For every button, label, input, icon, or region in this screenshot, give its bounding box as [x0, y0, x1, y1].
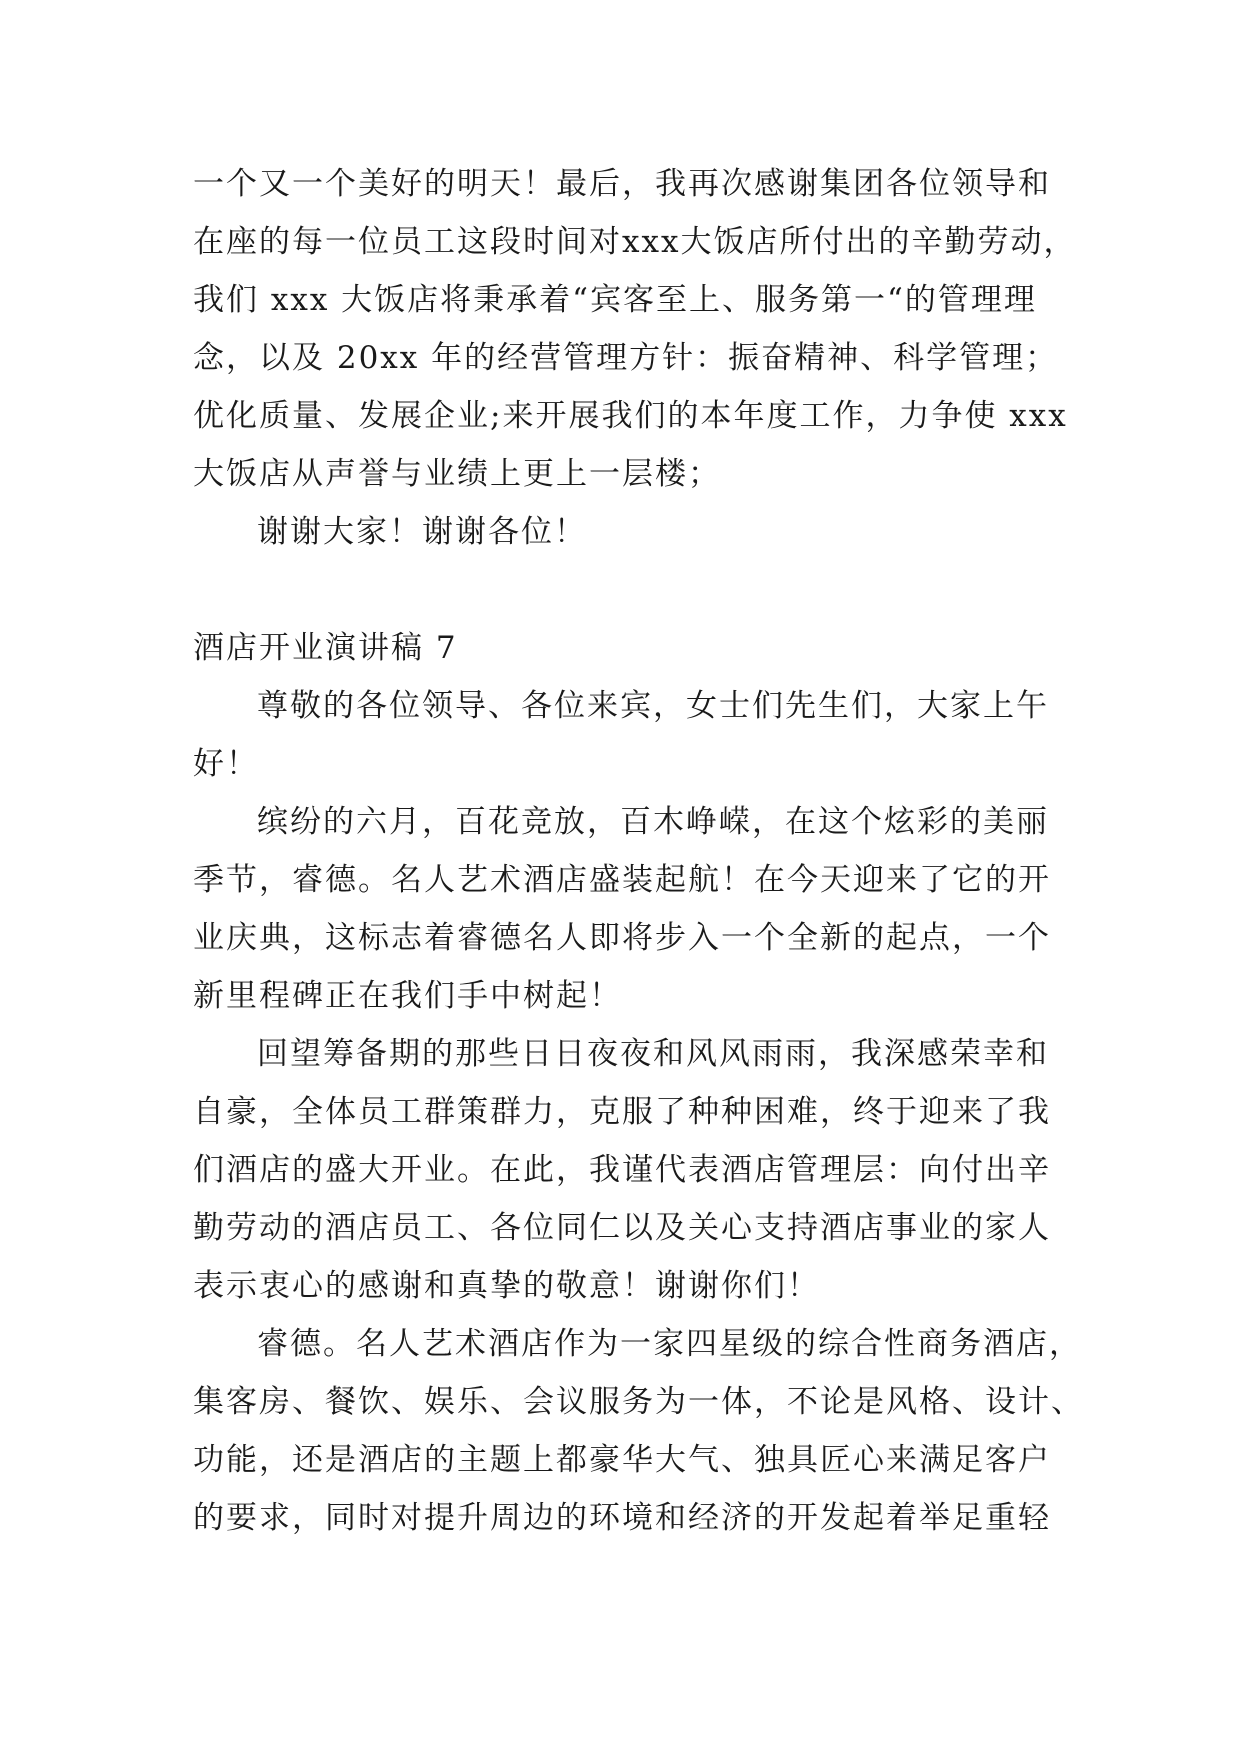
section-title: 酒店开业演讲稿 7: [193, 630, 458, 666]
paragraph-line: 业庆典，这标志着睿德名人即将步入一个全新的起点，一个: [193, 920, 1051, 956]
paragraph-line: 睿德。名人艺术酒店作为一家四星级的综合性商务酒店，: [257, 1326, 1082, 1362]
paragraph-line: 们酒店的盛大开业。在此，我谨代表酒店管理层：向付出辛: [193, 1152, 1051, 1188]
paragraph-line: 集客房、餐饮、娱乐、会议服务为一体，不论是风格、设计、: [193, 1384, 1084, 1420]
paragraph-line: 季节，睿德。名人艺术酒店盛装起航！在今天迎来了它的开: [193, 862, 1051, 898]
paragraph-line: 优化质量、发展企业;来开展我们的本年度工作，力争使 xxx: [193, 398, 1068, 434]
paragraph-line: 念，以及 20xx 年的经营管理方针：振奋精神、科学管理；: [193, 340, 1059, 376]
paragraph-line: 自豪，全体员工群策群力，克服了种种困难，终于迎来了我: [193, 1094, 1051, 1130]
paragraph-line: 回望筹备期的那些日日夜夜和风风雨雨，我深感荣幸和: [257, 1036, 1049, 1072]
document-body: [193, 155, 1084, 1547]
greeting-line: 尊敬的各位领导、各位来宾，女士们先生们，大家上午: [257, 688, 1049, 724]
paragraph-line: 我们 xxx 大饭店将秉承着“宾客至上、服务第一“的管理理: [193, 282, 1037, 318]
paragraph-line: 功能，还是酒店的主题上都豪华大气、独具匠心来满足客户: [193, 1442, 1051, 1478]
paragraph-line: 的要求，同时对提升周边的环境和经济的开发起着举足重轻: [193, 1500, 1051, 1536]
paragraph-line: 在座的每一位员工这段时间对xxx大饭店所付出的辛勤劳动，: [193, 224, 1077, 260]
paragraph-line: 新里程碑正在我们手中树起！: [193, 978, 622, 1014]
paragraph-line: 勤劳动的酒店员工、各位同仁以及关心支持酒店事业的家人: [193, 1210, 1051, 1246]
paragraph-line: 表示衷心的感谢和真挚的敬意！谢谢你们！: [193, 1268, 820, 1304]
greeting-line: 好！: [193, 746, 259, 782]
closing-thanks: 谢谢大家！谢谢各位！: [257, 514, 587, 550]
section-gap: [193, 561, 1053, 619]
paragraph-line: 大饭店从声誉与业绩上更上一层楼；: [193, 456, 721, 492]
paragraph-line: 一个又一个美好的明天！最后，我再次感谢集团各位领导和: [193, 166, 1051, 202]
paragraph-line: 缤纷的六月，百花竞放，百木峥嵘，在这个炫彩的美丽: [257, 804, 1049, 840]
